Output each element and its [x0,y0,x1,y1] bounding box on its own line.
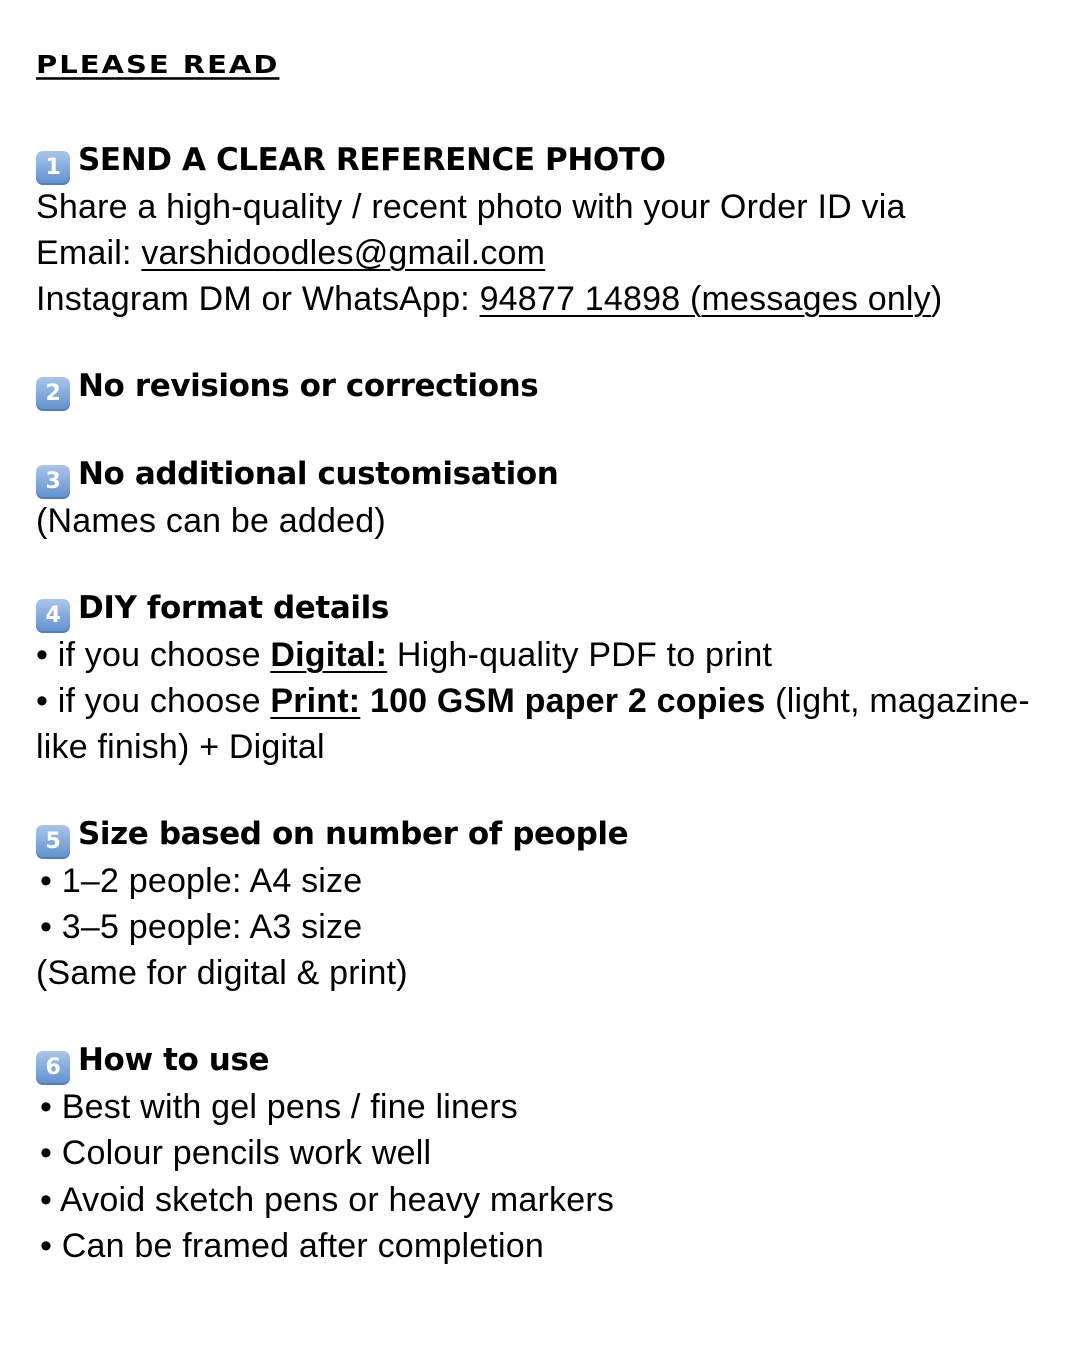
section-1-email-line [36,233,545,273]
number-2-badge-icon: 2 [36,377,70,411]
section-4-heading [36,588,389,633]
list-item: • Best with gel pens / fine liners [40,1088,518,1126]
section-5-note: (Same for digital & print) [36,954,408,992]
paren-close: ) [930,280,943,318]
list-item: • 1–2 people: A4 size [40,862,363,900]
digital-option-prefix: • if you choose [36,636,271,674]
section-1-heading [36,140,666,185]
section-5-heading [36,814,628,859]
messages-only-note: messages only [701,280,931,318]
section-6-title: How to use [78,1042,270,1078]
list-item: • Avoid sketch pens or heavy markers [40,1181,615,1219]
contact-label: Instagram DM or WhatsApp: [36,280,480,318]
section-6-heading [36,1040,269,1085]
paren-open: ( [689,280,702,318]
print-option-paper: 100 GSM paper 2 copies [360,682,766,720]
section-5-title: Size based on number of people [78,816,629,852]
print-option-desc: (light, magazine- [765,682,1030,720]
number-3-badge-icon: 3 [36,465,70,499]
section-1-contact-line [36,279,942,319]
number-1-badge-icon: 1 [36,151,70,185]
section-3-note: (Names can be added) [36,502,386,540]
phone-link[interactable]: 94877 14898 [479,280,690,318]
print-option-line [36,681,1030,721]
section-2-title: No revisions or corrections [78,368,539,404]
section-1-title: SEND A CLEAR REFERENCE PHOTO [78,142,666,178]
list-item: • Can be framed after completion [40,1227,544,1265]
email-link[interactable]: varshidoodles@gmail.com [141,234,546,272]
print-option-key: Print: [270,682,361,720]
email-label: Email: [36,234,142,272]
section-1-line-1: Share a high-quality / recent photo with your Order ID via [36,188,906,226]
digital-option-key: Digital: [270,636,388,674]
print-option-line-2: like finish) + Digital [36,728,325,766]
number-6-badge-icon: 6 [36,1051,70,1085]
list-item: • Colour pencils work well [40,1134,432,1172]
section-4-title: DIY format details [78,590,389,626]
list-item: • 3–5 people: A3 size [40,908,363,946]
digital-option-desc: High-quality PDF to print [387,636,773,674]
number-4-badge-icon: 4 [36,599,70,633]
section-3-title: No additional customisation [78,456,559,492]
print-option-prefix: • if you choose [36,682,271,720]
section-2-heading [36,366,538,411]
page-title: PLEASE READ [36,50,280,79]
digital-option-line [36,635,772,675]
number-5-badge-icon: 5 [36,825,70,859]
section-3-heading [36,454,558,499]
